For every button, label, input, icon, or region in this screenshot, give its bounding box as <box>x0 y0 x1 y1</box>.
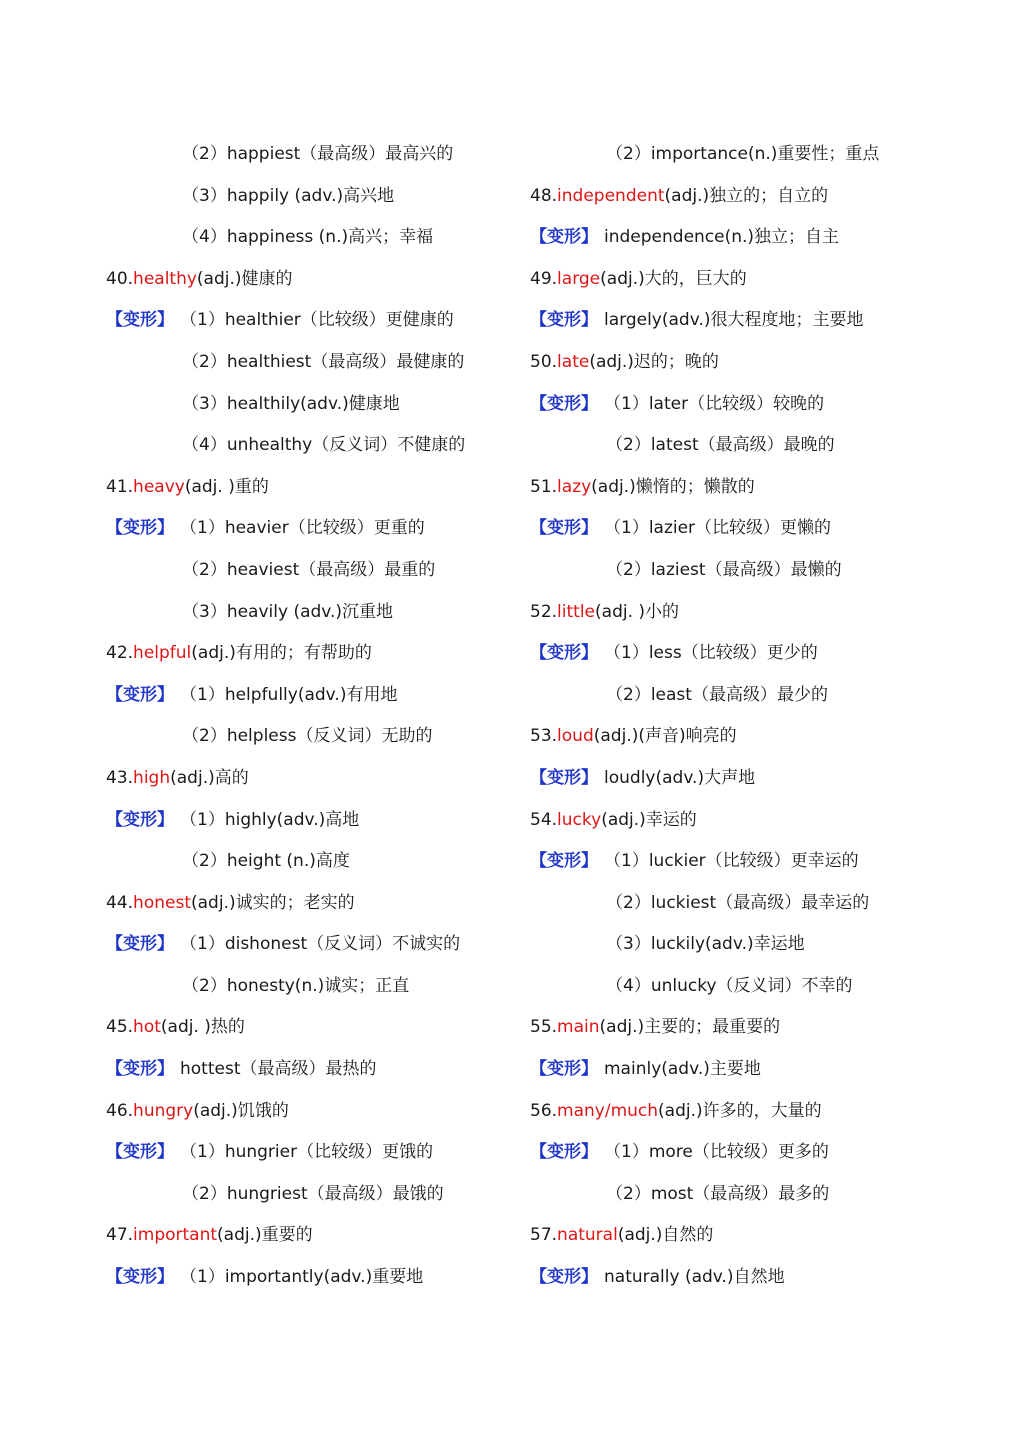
vocab-entry <box>106 467 506 509</box>
variant-form-line <box>106 508 506 550</box>
sub-form-line <box>106 592 506 634</box>
sub-form-line <box>530 883 950 925</box>
left-column <box>106 134 506 1299</box>
sub-form-line <box>106 1174 506 1216</box>
sub-form-line <box>106 176 506 218</box>
entry-definition: (adj.)独立的；自立的 <box>664 185 829 206</box>
variant-form-line <box>530 633 950 675</box>
sub-form-line <box>106 342 506 384</box>
entry-number: 45. <box>106 1017 134 1038</box>
variant-tag: 【 变形 】 <box>530 1059 598 1079</box>
form-text: largely(adv.)很大程度地；主要地 <box>604 310 864 331</box>
entry-definition: (adj.)幸运的 <box>601 809 697 830</box>
sub-form-line <box>530 425 950 467</box>
variant-form-line <box>530 217 950 259</box>
variant-tag: 【 变形 】 <box>530 643 598 663</box>
form-text: （2）happiest（最高级）最高兴的 <box>182 144 454 164</box>
form-text: independence(n.)独立；自主 <box>604 227 840 248</box>
entry-number: 50. <box>530 351 558 372</box>
entry-definition: (adj.)许多的，大量的 <box>658 1100 822 1121</box>
sub-form-line <box>530 134 950 176</box>
form-text: （2）most（最高级）最多的 <box>606 1183 830 1204</box>
form-text: （2）hungriest（最高级）最饿的 <box>182 1183 444 1204</box>
variant-tag: 【 变形 】 <box>530 768 598 788</box>
variant-tag: 【 变形 】 <box>530 1142 598 1162</box>
form-text: （1）lazier（比较级）更懒的 <box>604 518 832 539</box>
variant-form-line <box>106 300 506 342</box>
entry-number: 40. <box>106 268 134 289</box>
entry-definition: (adj.)懒惰的；懒散的 <box>591 476 755 497</box>
entry-number: 53. <box>530 726 558 747</box>
form-text: （1）heavier（比较级）更重的 <box>180 518 425 539</box>
entry-definition: (adj.)有用的；有帮助的 <box>191 643 372 664</box>
form-text: mainly(adv.)主要地 <box>604 1059 761 1080</box>
sub-form-line <box>530 550 950 592</box>
entry-number: 55. <box>530 1017 558 1038</box>
form-text: （2）honesty(n.)诚实；正直 <box>182 975 410 996</box>
variant-form-line <box>530 1049 950 1091</box>
form-text: （3）healthily(adv.)健康地 <box>182 393 400 414</box>
entry-definition: (adj.)健康的 <box>196 268 293 289</box>
form-text: （1）later（比较级）较晚的 <box>604 393 825 414</box>
sub-form-line <box>106 716 506 758</box>
variant-tag: 【 变形 】 <box>106 310 174 330</box>
entry-word: many/much <box>557 1100 659 1121</box>
sub-form-line <box>106 217 506 259</box>
vocab-entry <box>530 467 950 509</box>
entry-number: 49. <box>530 268 558 289</box>
entry-definition: (adj.)高的 <box>170 767 249 788</box>
form-text: （1）less（比较级）更少的 <box>604 643 818 664</box>
vocab-entry <box>106 1215 506 1257</box>
entry-number: 57. <box>530 1225 558 1246</box>
entry-word: important <box>133 1225 218 1246</box>
form-text: （1）more（比较级）更多的 <box>604 1142 829 1163</box>
entry-word: loud <box>557 726 594 747</box>
sub-form-line <box>106 425 506 467</box>
vocab-entry <box>530 1215 950 1257</box>
form-text: （3）heavily (adv.)沉重地 <box>182 601 394 622</box>
entry-number: 52. <box>530 601 558 622</box>
variant-tag: 【 变形 】 <box>106 518 174 538</box>
entry-number: 41. <box>106 476 134 497</box>
variant-form-line <box>106 675 506 717</box>
sub-form-line <box>106 384 506 426</box>
vocab-entry <box>106 259 506 301</box>
entry-word: hungry <box>133 1100 194 1121</box>
variant-form-line <box>530 1257 950 1299</box>
variant-tag: 【 变形 】 <box>530 310 598 330</box>
entry-definition: (adj. )小的 <box>595 601 680 622</box>
entry-word: late <box>557 351 590 372</box>
entry-number: 47. <box>106 1225 134 1246</box>
variant-form-line <box>106 1132 506 1174</box>
form-text: （2）helpless（反义词）无助的 <box>182 726 433 747</box>
entry-word: little <box>557 601 596 622</box>
entry-word: hot <box>133 1017 161 1038</box>
vocab-entry <box>106 1091 506 1133</box>
entry-number: 48. <box>530 185 558 206</box>
sub-form-line <box>530 966 950 1008</box>
sub-form-line <box>106 550 506 592</box>
variant-form-line <box>106 1257 506 1299</box>
variant-tag: 【 变形 】 <box>106 685 174 705</box>
form-text: （2）height (n.)高度 <box>182 851 350 872</box>
entry-definition: (adj.)(声音)响亮的 <box>593 726 737 747</box>
entry-word: high <box>133 767 171 788</box>
entry-definition: (adj.)重要的 <box>217 1225 313 1246</box>
variant-tag: 【 变形 】 <box>530 394 598 414</box>
sub-form-line <box>530 924 950 966</box>
variant-tag: 【 变形 】 <box>530 1267 598 1287</box>
variant-tag: 【 变形 】 <box>106 934 174 954</box>
form-text: （1）luckier（比较级）更幸运的 <box>604 851 859 872</box>
entry-word: large <box>557 268 601 289</box>
form-text: hottest（最高级）最热的 <box>180 1059 377 1080</box>
form-text: （1）hungrier（比较级）更饿的 <box>180 1142 434 1163</box>
form-text: （1）importantly(adv.)重要地 <box>180 1267 424 1288</box>
form-text: （2）least（最高级）最少的 <box>606 684 828 705</box>
form-text: loudly(adv.)大声地 <box>604 767 756 788</box>
entry-definition: (adj. )重的 <box>184 476 269 497</box>
sub-form-line <box>106 134 506 176</box>
variant-tag: 【 变形 】 <box>106 810 174 830</box>
vocab-entry <box>106 633 506 675</box>
sub-form-line <box>106 841 506 883</box>
variant-form-line <box>530 508 950 550</box>
right-column <box>530 134 950 1299</box>
entry-number: 42. <box>106 643 134 664</box>
form-text: （2）latest（最高级）最晚的 <box>606 435 835 456</box>
entry-number: 51. <box>530 476 558 497</box>
entry-definition: (adj.)诚实的；老实的 <box>190 892 355 913</box>
variant-form-line <box>530 841 950 883</box>
entry-definition: (adj.)饥饿的 <box>193 1100 289 1121</box>
entry-number: 56. <box>530 1100 558 1121</box>
vocab-entry <box>530 716 950 758</box>
form-text: （4）unhealthy（反义词）不健康的 <box>182 435 466 456</box>
variant-tag: 【 变形 】 <box>530 227 598 247</box>
entry-number: 46. <box>106 1100 134 1121</box>
variant-tag: 【 变形 】 <box>106 1267 174 1287</box>
entry-definition: (adj.)主要的；最重要的 <box>599 1017 781 1038</box>
variant-tag: 【 变形 】 <box>106 1059 174 1079</box>
entry-word: main <box>557 1017 600 1038</box>
variant-form-line <box>530 384 950 426</box>
vocab-entry <box>530 1007 950 1049</box>
form-text: （1）dishonest（反义词）不诚实的 <box>180 934 461 955</box>
vocab-entry <box>530 342 950 384</box>
entry-word: heavy <box>133 476 185 497</box>
entry-word: lucky <box>557 809 602 830</box>
entry-word: lazy <box>557 476 592 497</box>
form-text: （2）laziest（最高级）最懒的 <box>606 559 842 580</box>
form-text: （1）healthier（比较级）更健康的 <box>180 310 454 331</box>
variant-form-line <box>106 924 506 966</box>
vocab-entry <box>106 758 506 800</box>
entry-number: 43. <box>106 767 134 788</box>
form-text: （3）happily (adv.)高兴地 <box>182 185 395 206</box>
vocab-entry <box>106 1007 506 1049</box>
entry-number: 54. <box>530 809 558 830</box>
variant-form-line <box>530 300 950 342</box>
entry-word: natural <box>557 1225 618 1246</box>
vocab-entry <box>530 800 950 842</box>
entry-definition: (adj.)迟的；晚的 <box>589 351 719 372</box>
form-text: （2）heaviest（最高级）最重的 <box>182 559 436 580</box>
form-text: （2）luckiest（最高级）最幸运的 <box>606 892 870 913</box>
entry-word: honest <box>133 892 191 913</box>
form-text: （4）unlucky（反义词）不幸的 <box>606 975 853 996</box>
form-text: （1）helpfully(adv.)有用地 <box>180 684 398 705</box>
vocab-entry <box>530 1091 950 1133</box>
variant-tag: 【 变形 】 <box>530 518 598 538</box>
form-text: （1）highly(adv.)高地 <box>180 809 360 830</box>
entry-word: independent <box>557 185 665 206</box>
form-text: （2）importance(n.)重要性；重点 <box>606 144 880 164</box>
vocab-entry <box>530 592 950 634</box>
entry-number: 44. <box>106 892 134 913</box>
variant-form-line <box>106 800 506 842</box>
form-text: （2）healthiest（最高级）最健康的 <box>182 351 465 372</box>
sub-form-line <box>106 966 506 1008</box>
vocab-entry <box>106 883 506 925</box>
form-text: （3）luckily(adv.)幸运地 <box>606 934 805 955</box>
variant-tag: 【 变形 】 <box>106 1142 174 1162</box>
entry-word: helpful <box>133 643 192 664</box>
vocab-entry <box>530 259 950 301</box>
entry-definition: (adj.)大的，巨大的 <box>600 268 747 289</box>
variant-form-line <box>530 758 950 800</box>
variant-form-line <box>106 1049 506 1091</box>
sub-form-line <box>530 1174 950 1216</box>
form-text: naturally (adv.)自然地 <box>604 1267 785 1288</box>
entry-definition: (adj. )热的 <box>160 1017 245 1038</box>
vocab-entry <box>530 176 950 218</box>
entry-word: healthy <box>133 268 197 289</box>
sub-form-line <box>530 675 950 717</box>
entry-definition: (adj.)自然的 <box>617 1225 714 1246</box>
variant-tag: 【 变形 】 <box>530 851 598 871</box>
form-text: （4）happiness (n.)高兴；幸福 <box>182 227 434 248</box>
variant-form-line <box>530 1132 950 1174</box>
